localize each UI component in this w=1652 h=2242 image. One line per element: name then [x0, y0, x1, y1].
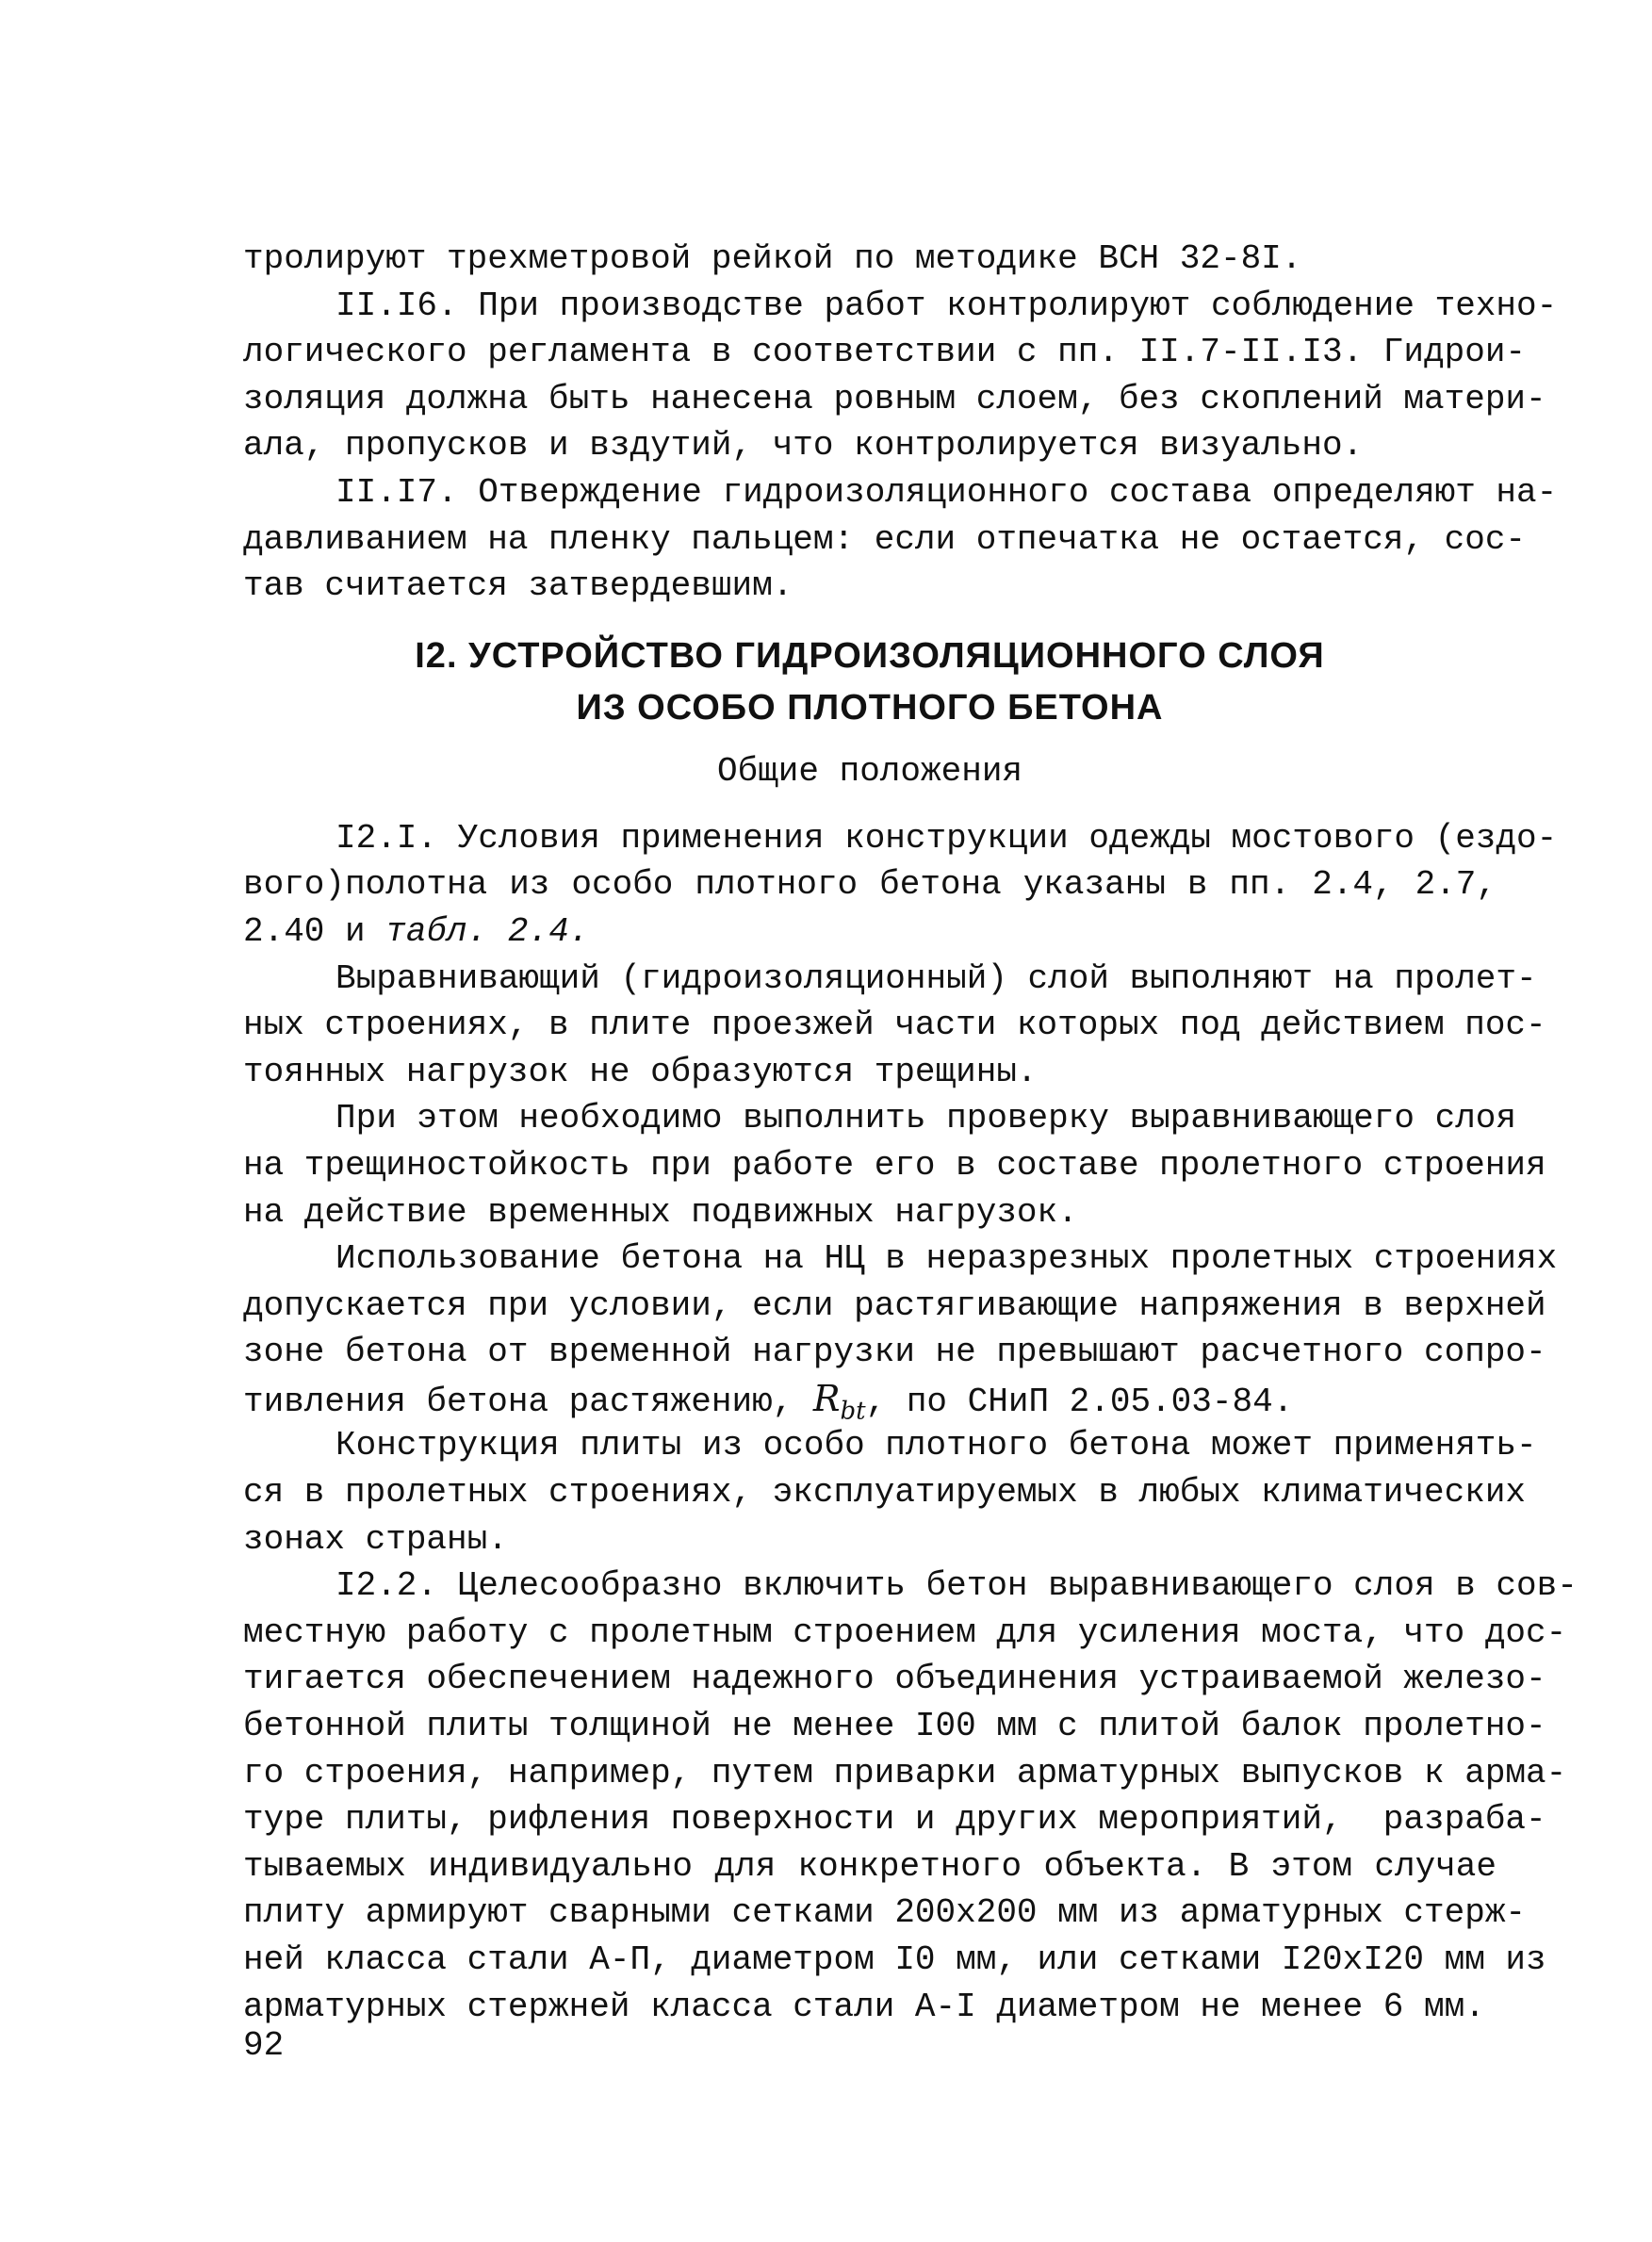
paragraph-check-line: При этом необходимо выполнить проверку выравнивающего слоя: [335, 1099, 1517, 1138]
paragraph-usage-line: зоне бетона от временной нагрузки не превышают расчетного сопро-: [243, 1333, 1546, 1372]
paragraph-usage-line: [243, 1376, 1497, 1426]
paragraph-leveling-line: Выравнивающий (гидроизоляционный) слой выполняют на пролет-: [335, 958, 1537, 998]
paragraph-design-line: Конструкция плиты из особо плотного бетона может применять-: [335, 1426, 1537, 1465]
paragraph-leveling-line: тоянных нагрузок не образуются трещины.: [243, 1052, 1038, 1091]
paragraph-design-line: зонах страны.: [243, 1519, 508, 1559]
paragraph-12-1-text: 2.40 и: [243, 911, 386, 951]
paragraph-11-16-line: логического регламента в соответствии с пп. II.7-II.I3. Гидрои-: [243, 333, 1527, 372]
paragraph-12-2-line: плиту армируют сварными сетками 200х200 мм из арматурных стерж-: [243, 1893, 1527, 1933]
paragraph-12-2-line: туре плиты, рифления поверхности и других мероприятий, разраба-: [243, 1800, 1546, 1840]
paragraph-usage-line: допускается при условии, если растягивающие напряжения в верхней: [243, 1285, 1546, 1325]
text-line: тролируют трехметровой рейкой по методике ВСН 32-8I.: [243, 239, 1302, 278]
paragraph-12-2-line: ней класса стали А-П, диаметром I0 мм, или сетками I20хI20 мм из: [243, 1940, 1546, 1979]
paragraph-12-1-line: вого)полотна из особо плотного бетона указаны в пп. 2.4, 2.7,: [243, 865, 1497, 905]
paragraph-11-17-line: давливанием на пленку пальцем: если отпечатка не остается, сос-: [243, 519, 1527, 559]
symbol-subscript: bt: [840, 1397, 866, 1426]
paragraph-design-line: ся в пролетных строениях, эксплуатируемых в любых климатических: [243, 1473, 1527, 1513]
paragraph-usage-text-end: , по СНиП 2.05.03-84.: [865, 1382, 1294, 1421]
paragraph-12-2-line: го строения, например, путем приварки арматурных выпусков к арма-: [243, 1753, 1567, 1792]
paragraph-12-2-line: I2.2. Целесообразно включить бетон выравнивающего слоя в сов-: [335, 1566, 1578, 1606]
paragraph-11-16-line: ала, пропусков и вздутий, что контролируется визуально.: [243, 426, 1364, 466]
paragraph-12-2-line: тигается обеспечением надежного объединения устраиваемой железо-: [243, 1660, 1546, 1699]
paragraph-check-line: на трещиностойкость при работе его в составе пролетного строения: [243, 1145, 1546, 1185]
section-title-line-1: I2. УСТРОЙСТВО ГИДРОИЗОЛЯЦИОННОГО СЛОЯ: [415, 635, 1325, 676]
section-title-line-2: ИЗ ОСОБО ПЛОТНОГО БЕТОНА: [576, 687, 1164, 728]
paragraph-12-2-line: местную работу с пролетным строением для усиления моста, что дос-: [243, 1612, 1567, 1652]
paragraph-usage-text: тивления бетона растяжению,: [243, 1382, 813, 1421]
section-subtitle: Общие положения: [716, 751, 1023, 791]
paragraph-11-16-line: золяция должна быть нанесена ровным слоем, без скоплений матери-: [243, 379, 1546, 418]
paragraph-leveling-line: ных строениях, в плите проезжей части которых под действием пос-: [243, 1006, 1546, 1045]
paragraph-12-2-line: тываемых индивидуально для конкретного объекта. В этом случае: [243, 1846, 1497, 1886]
paragraph-12-2-line: бетонной плиты толщиной не менее I00 мм с плитой балок пролетно-: [243, 1707, 1546, 1746]
paragraph-usage-line: Использование бетона на НЦ в неразрезных пролетных строениях: [335, 1239, 1558, 1279]
page-body: [243, 236, 1578, 2030]
table-reference: табл. 2.4.: [385, 911, 590, 951]
paragraph-12-1-line: [243, 908, 1497, 956]
formula-symbol: [812, 1377, 866, 1426]
paragraph-11-16-line: II.I6. При производстве работ контролируют соблюдение техно-: [335, 286, 1558, 325]
paragraph-check-line: на действие временных подвижных нагрузок.: [243, 1192, 1078, 1232]
paragraph-11-17-line: тав считается затвердевшим.: [243, 566, 793, 606]
paragraph-12-2-line: арматурных стержней класса стали А-I диаметром не менее 6 мм.: [243, 1987, 1485, 2026]
paragraph-11-17-line: II.I7. Отверждение гидроизоляционного состава определяют на-: [335, 472, 1558, 512]
page-number: 92: [243, 2026, 285, 2065]
symbol-letter: R: [812, 1377, 841, 1419]
paragraph-12-1-line: I2.I. Условия применения конструкции одежды мостового (ездо-: [335, 818, 1558, 858]
